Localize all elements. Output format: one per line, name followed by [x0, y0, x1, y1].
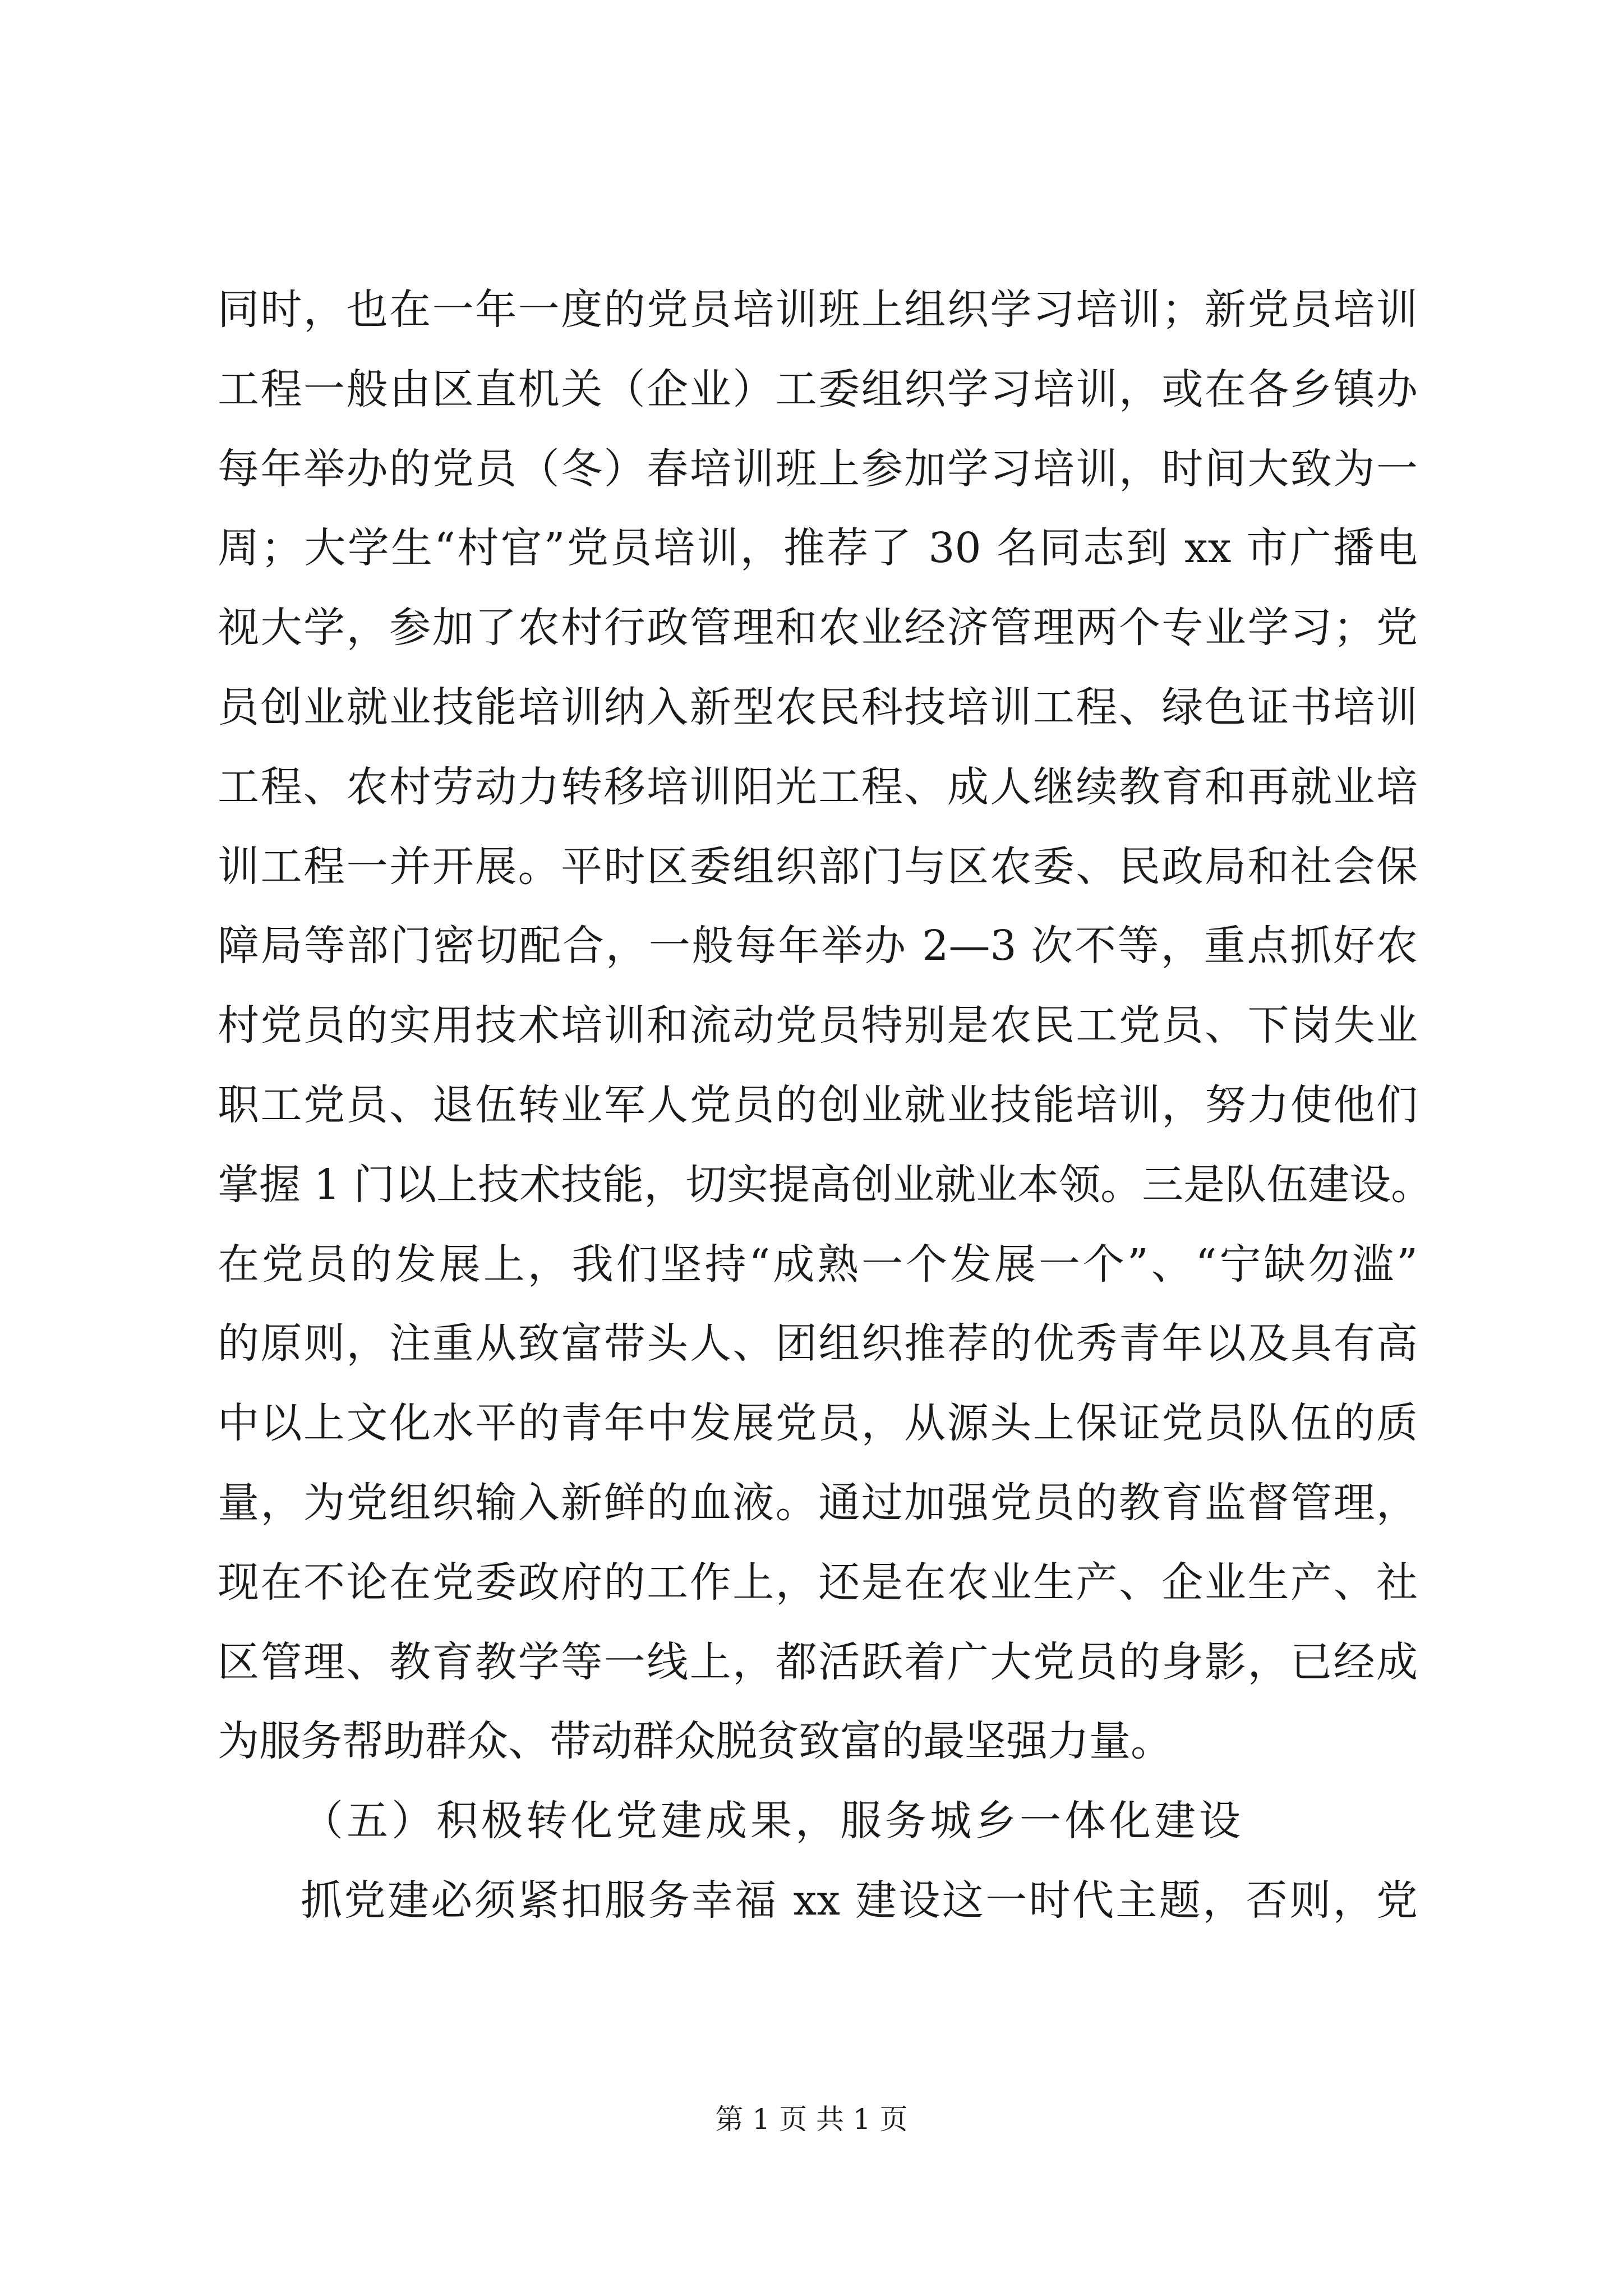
paragraph-line: 工程、农村劳动力转移培训阳光工程、成人继续教育和再就业培: [218, 762, 1418, 811]
page-footer: [0, 2097, 1623, 2137]
page-number: 第 1 页 共 1 页: [715, 2103, 908, 2136]
paragraph-line: 职工党员、退伍转业军人党员的创业就业技能培训，努力使他们: [218, 1080, 1418, 1129]
paragraph-line: 现在不论在党委政府的工作上，还是在农业生产、企业生产、社: [218, 1558, 1418, 1607]
paragraph-line: 抓党建必须紧扣服务幸福 xx 建设这一时代主题，否则，党: [301, 1876, 1418, 1925]
paragraph-line: 员创业就业技能培训纳入新型农民科技培训工程、绿色证书培训: [218, 683, 1418, 731]
paragraph-line: 训工程一并开展。平时区委组织部门与区农委、民政局和社会保: [218, 842, 1418, 891]
section-heading: （五）积极转化党建成果，服务城乡一体化建设: [302, 1797, 1244, 1846]
paragraph-line: 村党员的实用技术培训和流动党员特别是农民工党员、下岗失业: [218, 1001, 1418, 1050]
paragraph-line: 工程一般由区直机关（企业）工委组织学习培训，或在各乡镇办: [218, 365, 1418, 413]
paragraph-line: 在党员的发展上，我们坚持“成熟一个发展一个”、“宁缺勿滥”: [218, 1240, 1418, 1289]
paragraph-line: 视大学，参加了农村行政管理和农业经济管理两个专业学习；党: [218, 604, 1418, 652]
document-body: [218, 270, 1433, 1941]
paragraph-line: 中以上文化水平的青年中发展党员，从源头上保证党员队伍的质: [218, 1399, 1418, 1448]
paragraph-line: 区管理、教育教学等一线上，都活跃着广大党员的身影，已经成: [218, 1637, 1418, 1686]
paragraph-line: 每年举办的党员（冬）春培训班上参加学习培训，时间大致为一: [218, 444, 1418, 493]
paragraph-line: 障局等部门密切配合，一般每年举办 2—3 次不等，重点抓好农: [218, 922, 1418, 970]
paragraph-line: 为服务帮助群众、带动群众脱贫致富的最坚强力量。: [218, 1717, 1172, 1766]
paragraph-line: 的原则，注重从致富带头人、团组织推荐的优秀青年以及具有高: [218, 1319, 1418, 1368]
paragraph-line: 周；大学生“村官”党员培训，推荐了 30 名同志到 xx 市广播电: [218, 524, 1418, 573]
paragraph-line: 同时，也在一年一度的党员培训班上组织学习培训；新党员培训: [218, 286, 1418, 334]
paragraph-line: 量，为党组织输入新鲜的血液。通过加强党员的教育监督管理，: [218, 1478, 1418, 1527]
paragraph-line: 掌握 1 门以上技术技能，切实提高创业就业本领。三是队伍建设。: [218, 1160, 1433, 1209]
